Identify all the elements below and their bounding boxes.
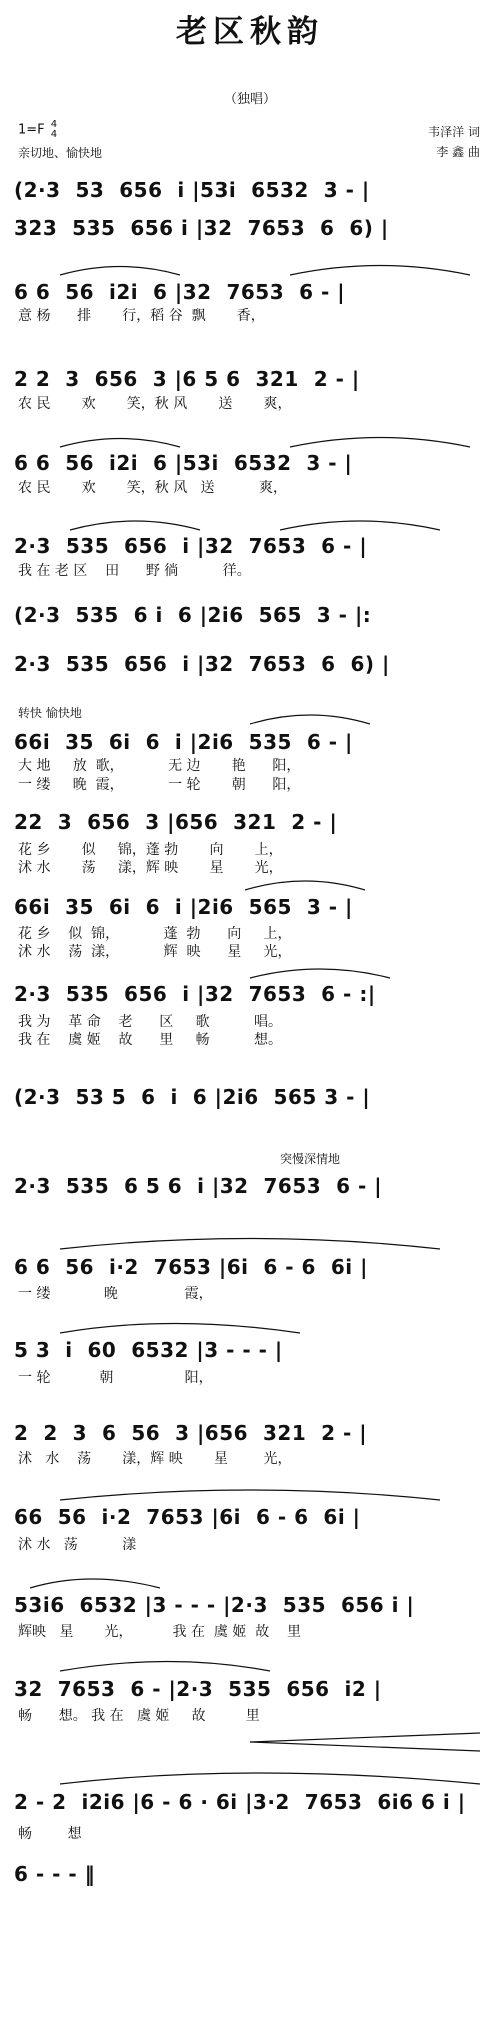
notation-line: (2·3 535 6 i 6 |2i6 565 3 - |: — [14, 603, 372, 627]
performance-type: （独唱） — [223, 92, 276, 107]
lyric-line: 农 民 欢 笑，秋 风 送 爽， — [18, 396, 292, 412]
lyric-line: 我 为 革 命 老 区 歌 唱。 — [18, 1014, 282, 1030]
key-signature — [18, 120, 57, 140]
lyric-line: 农 民 欢 笑，秋 风 送 爽， — [18, 480, 288, 496]
notation-line: 2·3 535 656 i |32 7653 6 6) | — [14, 652, 390, 676]
notation-line: 6 - - - ‖ — [14, 1862, 96, 1886]
lyric-line: 我 在 老 区 田 野 徜 徉。 — [18, 563, 251, 579]
lyric-line: 辉映 星 光， 我 在 虞 姬 故 里 — [18, 1624, 302, 1640]
lyric-line: 我 在 虞 姬 故 里 畅 想。 — [18, 1032, 282, 1048]
notation-line: 32 7653 6 - |2·3 535 656 i2 | — [14, 1677, 382, 1701]
lyric-line: 花 乡 似 锦，蓬 勃 向 上， — [18, 842, 283, 858]
lyric-line: 一 轮 朝 阳， — [18, 1370, 213, 1386]
notation-line: 5 3 i 60 6532 |3 - - - | — [14, 1338, 283, 1362]
tempo-marking: 突慢深情地 — [280, 1152, 341, 1166]
notation-line: 2·3 535 656 i |32 7653 6 - :| — [14, 982, 376, 1006]
notation-line: 53i6 6532 |3 - - - |2·3 535 656 i | — [14, 1593, 415, 1617]
notation-line: 6 6 56 i2i 6 |32 7653 6 - | — [14, 280, 346, 304]
notation-line: (2·3 53 5 6 i 6 |2i6 565 3 - | — [14, 1085, 371, 1109]
time-signature-top: 4 — [50, 119, 58, 130]
lyricist-credit: 韦泽洋 词 — [428, 125, 480, 139]
notation-line: 66 56 i·2 7653 |6i 6 - 6 6i | — [14, 1505, 361, 1529]
lyric-line: 意 杨 排 行，稻 谷 飘 香， — [18, 308, 265, 324]
notation-line: 2 2 3 656 3 |6 5 6 321 2 - | — [14, 367, 360, 391]
notation-line: 2 2 3 6 56 3 |656 321 2 - | — [14, 1421, 368, 1445]
lyric-line: 一 缕 晚 霞， — [18, 1286, 213, 1302]
lyric-line: 大 地 放 歌， 无 边 艳 阳， — [18, 758, 301, 774]
lyric-line: 沭 水 荡 漾， 辉 映 星 光， — [18, 944, 292, 960]
lyric-line: 畅 想 — [18, 1826, 82, 1842]
notation-line: 22 3 656 3 |656 321 2 - | — [14, 810, 338, 834]
tempo-marking: 转快 愉快地 — [18, 706, 82, 720]
lyric-line: 沭 水 荡 漾，辉 映 星 光， — [18, 1451, 292, 1467]
notation-line: 2·3 535 656 i |32 7653 6 - | — [14, 534, 368, 558]
notation-line: 6 6 56 i·2 7653 |6i 6 - 6 6i | — [14, 1255, 368, 1279]
notation-line: 2 - 2 i2i6 |6 - 6 · 6i |3·2 7653 6i6 6 i | — [14, 1790, 466, 1814]
lyric-line: 一 缕 晚 霞， 一 轮 朝 阳， — [18, 777, 301, 793]
notation-line: 6 6 56 i2i 6 |53i 6532 3 - | — [14, 451, 353, 475]
key-label: 1=F — [18, 122, 45, 138]
lyric-line: 沭 水 荡 漾，辉 映 星 光， — [18, 860, 283, 876]
notation-line: 2·3 535 6 5 6 i |32 7653 6 - | — [14, 1174, 383, 1198]
notation-line: 66i 35 6i 6 i |2i6 535 6 - | — [14, 730, 353, 754]
song-title: 老区秋韵 — [176, 14, 324, 50]
notation-line: 66i 35 6i 6 i |2i6 565 3 - | — [14, 895, 353, 919]
notation-line: 323 535 656 i |32 7653 6 6) | — [14, 216, 389, 240]
lyric-line: 畅 想。 我 在 虞 姬 故 里 — [18, 1708, 260, 1724]
lyric-line: 沭 水 荡 漾 — [18, 1537, 137, 1553]
mood-marking: 亲切地、愉快地 — [18, 146, 103, 160]
time-signature-bottom: 4 — [50, 129, 58, 140]
notation-line: (2·3 53 656 i |53i 6532 3 - | — [14, 178, 370, 202]
lyric-line: 花 乡 似 锦， 蓬 勃 向 上， — [18, 926, 292, 942]
composer-credit: 李 鑫 曲 — [436, 145, 480, 159]
